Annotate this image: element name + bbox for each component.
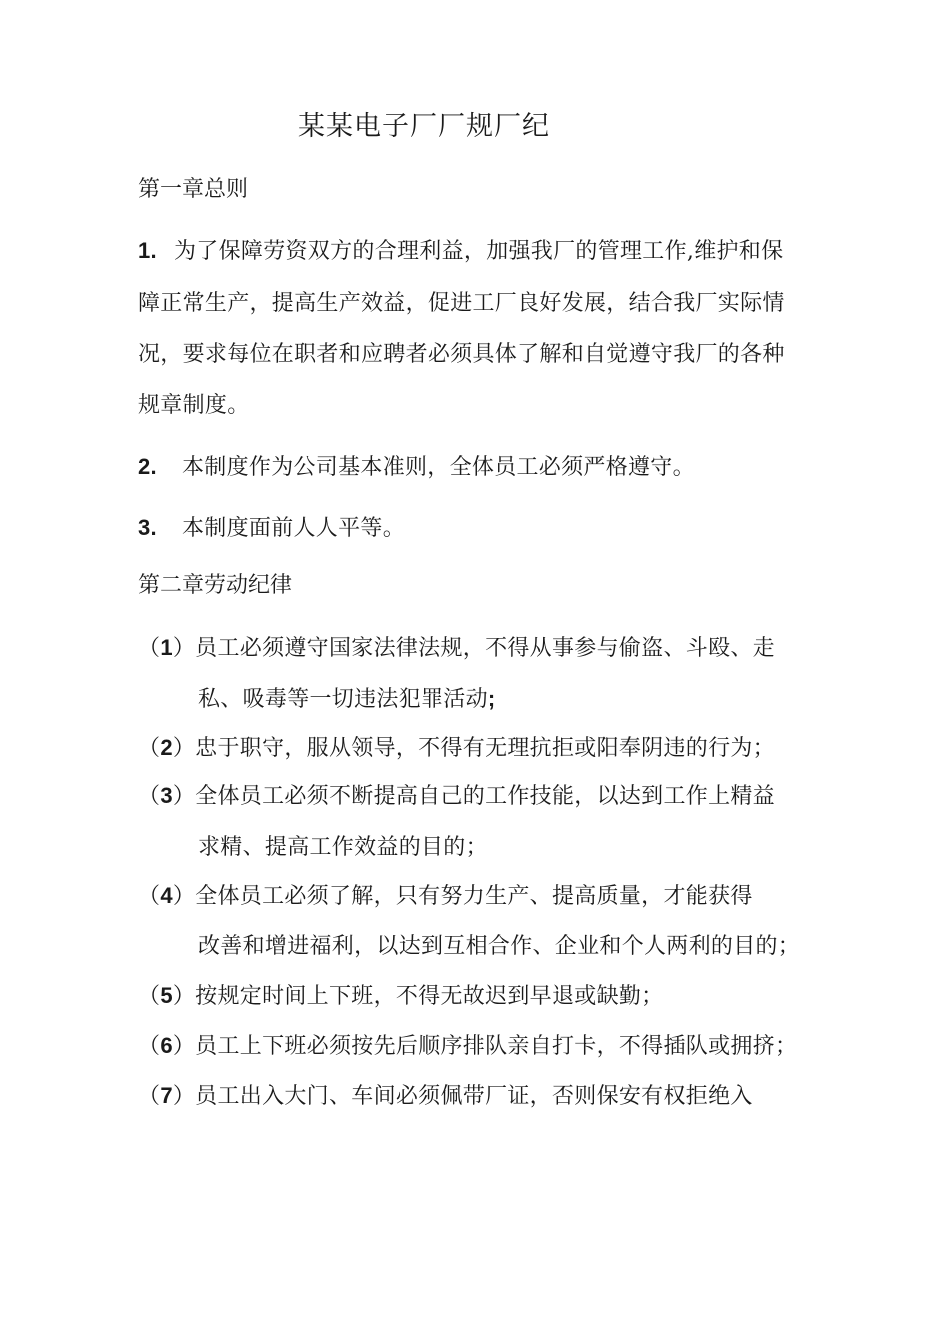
close-paren: ） <box>172 636 196 661</box>
chapter-2-item-2 <box>138 731 775 762</box>
chapter-2-item-7 <box>138 1079 753 1110</box>
item-text: 私、吸毒等一切违法犯罪活动 <box>198 687 488 712</box>
close-paren: ） <box>172 784 196 809</box>
open-paren: （ <box>138 884 161 909</box>
close-paren: ） <box>172 1084 196 1109</box>
item-text: 本制度作为公司基本准则，全体员工必须严格遵守。 <box>182 455 695 480</box>
chapter-1-heading: 第一章总则 <box>138 177 249 202</box>
item-text: 员工必须遵守国家法律法规，不得从事参与偷盗、斗殴、走 <box>195 636 775 661</box>
item-text: 全体员工必须了解，只有努力生产、提高质量，才能获得 <box>195 884 753 909</box>
chapter-2-item-4-line-2: 改善和增进福利，以达到互相合作、企业和个人两利的目的； <box>198 934 801 959</box>
item-number: 6 <box>160 1033 173 1058</box>
close-paren: ） <box>172 884 196 909</box>
chapter-2-item-6 <box>138 1029 797 1060</box>
document-title: 某某电子厂厂规厂纪 <box>298 111 550 142</box>
item-text: 本制度面前人人平等。 <box>182 516 406 541</box>
item-number: 2. <box>138 454 157 479</box>
chapter-2-item-1-line-2 <box>198 682 496 713</box>
close-paren: ） <box>172 736 196 761</box>
item-number: 1 <box>160 635 173 660</box>
open-paren: （ <box>138 736 161 761</box>
chapter-1-item-1-line-4: 规章制度。 <box>138 393 250 418</box>
chapter-1-item-2 <box>138 450 695 481</box>
item-text: 为了保障劳资双方的合理利益，加强我厂的管理工作,维护和保 <box>174 239 784 264</box>
open-paren: （ <box>138 1084 161 1109</box>
close-paren: ） <box>172 1034 196 1059</box>
item-number: 5 <box>160 983 173 1008</box>
item-number: 4 <box>160 883 173 908</box>
chapter-2-item-3-line-2: 求精、提高工作效益的目的； <box>198 835 488 860</box>
chapter-2-item-4 <box>138 879 753 910</box>
item-text: 员工出入大门、车间必须佩带厂证，否则保安有权拒绝入 <box>195 1084 753 1109</box>
open-paren: （ <box>138 984 161 1009</box>
chapter-2-item-5 <box>138 979 663 1010</box>
chapter-1-item-1 <box>138 234 783 265</box>
chapter-2-item-1 <box>138 631 775 662</box>
chapter-2-heading: 第二章劳动纪律 <box>138 573 293 598</box>
item-number: 3 <box>160 783 173 808</box>
item-number: 3. <box>138 515 157 540</box>
chapter-1-item-3 <box>138 511 405 542</box>
chapter-1-item-1-line-3: 况，要求每位在职者和应聘者必须具体了解和自觉遵守我厂的各种 <box>138 342 785 367</box>
close-paren: ） <box>172 984 196 1009</box>
item-text: 按规定时间上下班，不得无故迟到早退或缺勤； <box>195 984 664 1009</box>
item-text: 员工上下班必须按先后顺序排队亲自打卡，不得插队或拥挤； <box>195 1034 798 1059</box>
open-paren: （ <box>138 1034 161 1059</box>
open-paren: （ <box>138 784 161 809</box>
item-number: 1. <box>138 238 157 263</box>
item-text: 忠于职守，服从领导，不得有无理抗拒或阳奉阴违的行为； <box>195 736 775 761</box>
chapter-1-item-1-line-2: 障正常生产，提高生产效益，促进工厂良好发展，结合我厂实际情 <box>138 291 785 316</box>
item-number: 7 <box>160 1083 173 1108</box>
open-paren: （ <box>138 636 161 661</box>
item-number: 2 <box>160 735 173 760</box>
item-text: 全体员工必须不断提高自己的工作技能，以达到工作上精益 <box>195 784 775 809</box>
chapter-2-item-3 <box>138 779 775 810</box>
item-tail: ; <box>487 686 496 711</box>
